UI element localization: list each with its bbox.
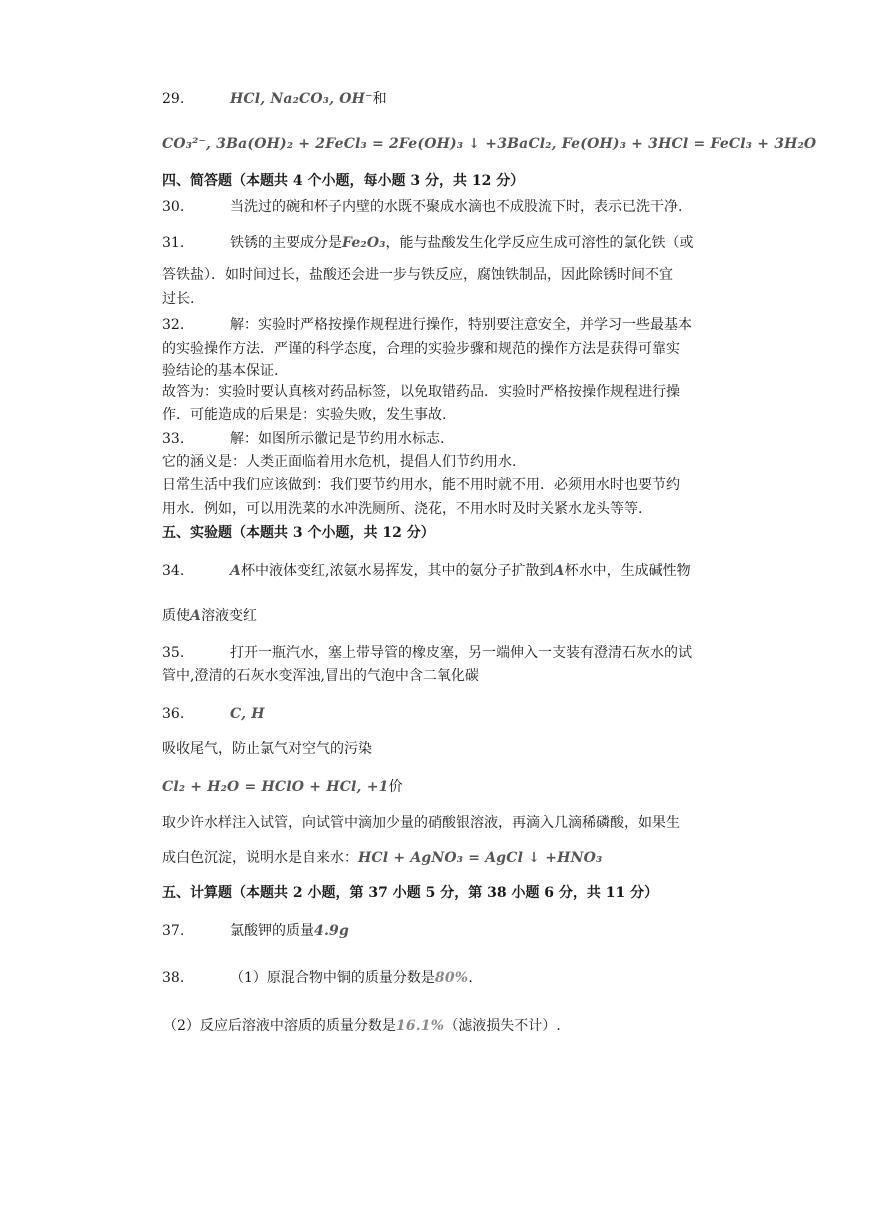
q31-line3: 过长. (162, 291, 195, 307)
text: 打开一瓶汽水，塞上带导管的橡皮塞，另一端伸入一支装有澄清石灰水的试 (230, 645, 692, 661)
q32-line4: 故答为：实验时要认真核对药品标签，以免取错药品．实验时严格按操作规程进行操 (162, 384, 680, 400)
q36-line2: 吸收尾气，防止氯气对空气的污染 (162, 741, 372, 757)
question-number: 36. (162, 706, 185, 722)
text: 溶液变红 (201, 608, 258, 624)
q29-line1 (162, 90, 387, 108)
question-number: 31. (162, 235, 185, 251)
q36-line1 (162, 705, 265, 723)
text: （1）原混合物中铜的质量分数是 (230, 970, 435, 986)
text: ，能与盐酸发生化学反应生成可溶性的氯化铁（或 (385, 235, 694, 251)
formula: A (230, 563, 242, 579)
question-number: 29. (162, 91, 185, 107)
formula: 80% (434, 970, 469, 986)
formula: HCl + AgNO₃ = AgCl ↓ +HNO₃ (358, 850, 603, 866)
formula: HCl, Na₂CO₃, OH⁻ (230, 91, 373, 107)
q33-line3: 日常生活中我们应该做到：我们要节约用水，能不用时就不用．必须用水时也要节约 (162, 477, 680, 493)
formula: C, H (230, 706, 265, 722)
text: （2）反应后溶液中溶质的质量分数是 (163, 1018, 396, 1034)
q35-line1 (162, 644, 692, 662)
section-heading-experiment: 五、实验题（本题共 3 个小题，共 12 分） (162, 525, 435, 541)
question-number: 34. (162, 563, 185, 579)
question-number: 35. (162, 645, 185, 661)
text: 杯水中，生成碱性物 (564, 563, 691, 579)
section-heading-short-answer: 四、简答题（本题共 4 个小题，每小题 3 分，共 12 分） (162, 173, 525, 189)
q29-line2 (162, 135, 816, 153)
formula: 4.9g (314, 923, 349, 939)
text: （滤液损失不计）. (444, 1018, 561, 1034)
q33-line4: 用水．例如，可以用洗菜的水冲洗厕所、浇花，不用水时及时关紧水龙头等等. (162, 501, 643, 517)
q37-line1 (162, 922, 349, 940)
text: 和 (372, 91, 387, 107)
text: 当洗过的碗和杯子内壁的水既不聚成水滴也不成股流下时，表示已洗干净. (230, 199, 683, 215)
text: 杯中液体变红,浓氨水易挥发，其中的氨分子扩散到 (241, 563, 554, 579)
text: 质使 (162, 608, 190, 624)
formula: Fe₂O₃ (342, 235, 386, 251)
text: 价 (388, 779, 403, 795)
q36-line4: 取少许水样注入试管，向试管中滴加少量的硝酸银溶液，再滴入几滴稀磷酸，如果生 (162, 815, 680, 831)
q33-line1 (162, 430, 444, 448)
section-heading-calculation: 五、计算题（本题共 2 小题，第 37 小题 5 分，第 38 小题 6 分，共 11 分） (162, 885, 659, 901)
question-number: 37. (162, 923, 185, 939)
q30-line1 (162, 198, 682, 216)
text: 氯酸钾的质量 (230, 923, 314, 939)
q31-line2: 答铁盐）．如时间过长，盐酸还会进一步与铁反应，腐蚀铁制品，因此除锈时间不宜 (162, 267, 673, 283)
formula: 16.1% (395, 1018, 445, 1034)
q33-line2: 它的涵义是：人类正面临着用水危机，提倡人们节约用水. (162, 454, 517, 470)
text: 成白色沉淀，说明水是自来水： (162, 850, 358, 866)
q32-line2: 的实验操作方法．严谨的科学态度，合理的实验步骤和规范的操作方法是获得可靠实 (162, 341, 680, 357)
q32-line1 (162, 316, 692, 334)
text: 解：如图所示徽记是节约用水标志. (230, 431, 445, 447)
question-number: 38. (162, 970, 185, 986)
formula: Cl₂ + H₂O = HClO + HCl, +1 (162, 779, 389, 795)
q36-line5 (162, 849, 602, 867)
question-number: 33. (162, 431, 185, 447)
question-number: 32. (162, 317, 185, 333)
q35-line2: 管中,澄清的石灰水变浑浊,冒出的气泡中含二氧化碳 (162, 668, 479, 684)
text: 铁锈的主要成分是 (230, 235, 342, 251)
question-number: 30. (162, 199, 185, 215)
text: . (468, 970, 473, 986)
q32-line5: 作．可能造成的后果是：实验失败，发生事故. (162, 407, 447, 423)
q36-line3 (162, 778, 403, 796)
formula: A (190, 608, 202, 624)
q34-line2 (162, 607, 257, 625)
q32-line3: 验结论的基本保证. (162, 363, 279, 379)
q38-line1 (162, 969, 473, 987)
formula: CO₃²⁻, 3Ba(OH)₂ + 2FeCl₃ = 2Fe(OH)₃ ↓ +3BaCl₂, Fe(OH)₃ + 3HCl = FeCl₃ + 3H₂O (162, 136, 817, 152)
text: 解：实验时严格按操作规程进行操作，特别要注意安全，并学习一些最基本 (230, 317, 692, 333)
q34-line1 (162, 562, 691, 580)
q31-line1 (162, 234, 694, 252)
formula: A (553, 563, 565, 579)
q38-line2 (163, 1017, 561, 1035)
